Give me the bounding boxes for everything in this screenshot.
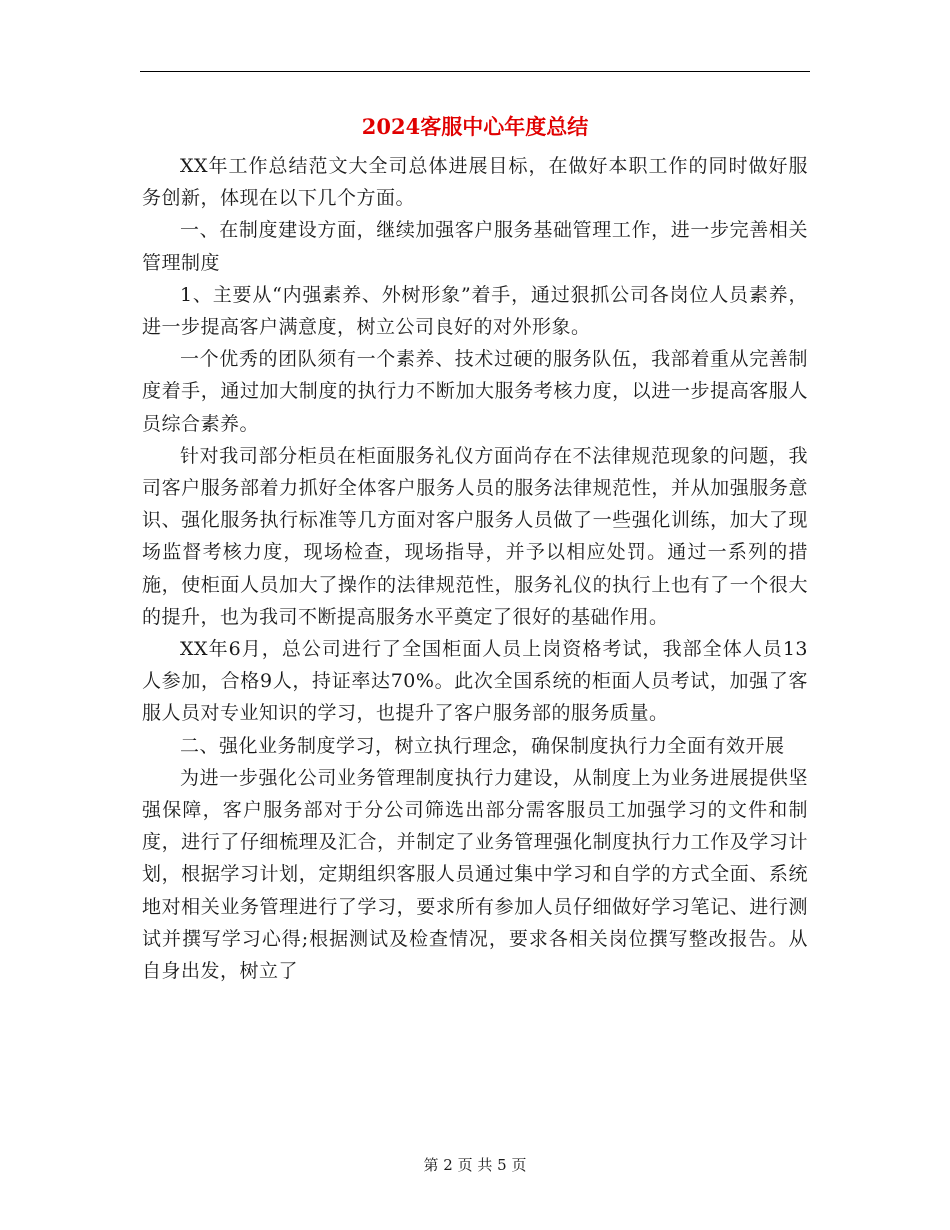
document-body bbox=[142, 150, 808, 987]
section-heading: 一、在制度建设方面，继续加强客户服务基础管理工作，进一步完善相关管理制度 bbox=[142, 219, 808, 274]
paragraph: 1、主要从“内强素养、外树形象”着手，通过狠抓公司各岗位人员素养，进一步提高客户满意度，树立公司良好的对外形象。 bbox=[142, 283, 808, 339]
page-number: 第 2 页 共 5 页 bbox=[423, 1156, 527, 1174]
paragraph: 一个优秀的团队须有一个素养、技术过硬的服务队伍，我部着重从完善制度着手，通过加大制度的执行力不断加大服务考核力度，以进一步提高客服人员综合素养。 bbox=[142, 348, 808, 435]
paragraph: XX年6月，总公司进行了全国柜面人员上岗资格考试，我部全体人员13人参加，合格9人，持证率达70%。此次全国系统的柜面人员考试，加强了客服人员对专业知识的学习，也提升了客户服务部的服务质量。 bbox=[142, 638, 808, 725]
paragraph: 针对我司部分柜员在柜面服务礼仪方面尚存在不法律规范现象的问题，我司客户服务部着力抓好全体客户服务人员的服务法律规范性，并从加强服务意识、强化服务执行标准等几方面对客户服务人员做了一些强化训练，加大了现场监督考核力度，现场检查，现场指导，并予以相应处罚。通过一系列的措施，使柜面人员加大了操作的法律规范性，服务礼仪的执行上也有了一个很大的提升，也为我司不断提高服务水平奠定了很好的基础作用。 bbox=[142, 444, 808, 628]
paragraph: 为进一步强化公司业务管理制度执行力建设，从制度上为业务进展提供坚强保障，客户服务部对于分公司筛选出部分需客服员工加强学习的文件和制度，进行了仔细梳理及汇合，并制定了业务管理强化制度执行力工作及学习计划，根据学习计划，定期组织客服人员通过集中学习和自学的方式全面、系统地对相关业务管理进行了学习，要求所有参加人员仔细做好学习笔记、进行测试并撰写学习心得;根据测试及检查情况，要求各相关岗位撰写整改报告。从自身出发，树立了 bbox=[142, 766, 808, 983]
section-heading: 二、强化业务制度学习，树立执行理念，确保制度执行力全面有效开展 bbox=[180, 734, 785, 757]
document-title: 2024客服中心年度总结 bbox=[361, 114, 589, 139]
header-rule bbox=[140, 71, 810, 72]
paragraph: XX年工作总结范文大全司总体进展目标，在做好本职工作的同时做好服务创新，体现在以下几个方面。 bbox=[142, 155, 808, 210]
